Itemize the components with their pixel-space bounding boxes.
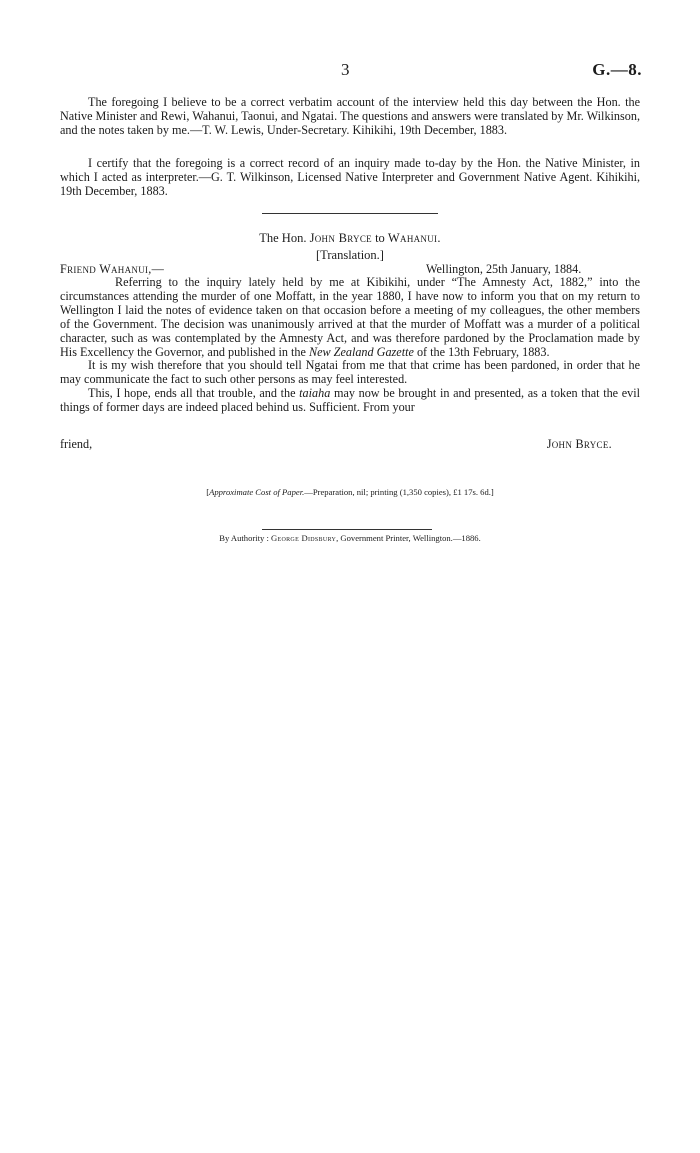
cost-note-label: Approximate Cost of Paper. [209,487,305,497]
paragraph-wilkinson: I certify that the foregoing is a correct record of an inquiry made to-day by the Hon. the Native Minister, in which I acted as interpreter.—G. T. Wilkinson, Licensed Native Interpreter and Government Native Agent. Kihikihi, 19th December, 1883. [60,156,640,198]
closing: friend, [60,437,93,451]
cost-note-text: —Preparation, nil; printing (1,350 copies), £1 17s. 6d. [304,487,491,497]
letter-paragraph-1 [60,276,640,359]
imprint-divider [262,529,432,530]
letter-body [60,276,640,415]
letter-heading [0,231,700,246]
letter-paragraph-3 [60,387,640,415]
letter-paragraph-3-end: may now be brought in and presented, as a token that the evil things of former days are indeed placed behind us. Sufficient. From your [60,386,641,415]
letter-paragraph-1-text: Referring to the inquiry lately held by me at Kibikihi, under “The Amnesty Act, 1882,” into the circumstances attending the murder of one Moffatt, in the year 1880, I have now to inform you that on my return to Wellington I laid the notes of evidence taken on that occasion before a meeting of my colleagues, the other members of the Government. The decision was unanimously arrived at that the murder of Moffatt was a murder of a political character, such as was contemplated by the Amnesty Act, and was therefore pardoned by the Proclamation made by His Excellency the Governor, and published in the [60,275,640,359]
translation-note: [Translation.] [316,248,384,262]
document-reference: G.—8. [592,60,642,79]
letter-paragraph-2: It is my wish therefore that you should tell Ngatai from me that that crime has been pardoned, in order that he may communicate the fact to such other persons as may feel interested. [60,358,640,387]
letter-heading-to: to [371,231,388,245]
letter-paragraph-1-end: of the 13th February, 1883. [416,344,550,359]
cost-note: [Approximate Cost of Paper.—Preparation, nil; printing (1,350 copies), £1 17s. 6d.] [206,487,494,497]
imprint-prefix: By Authority : [219,533,272,543]
signature: John Bryce. [546,437,612,451]
taiaha-word: taiaha [299,386,331,401]
paragraph-lewis: The foregoing I believe to be a correct verbatim account of the interview held this day between the Hon. the Native Minister and Rewi, Wahanui, Taonui, and Ngatai. The questions and answers were translated by Mr. Wilkinson, and the notes taken by me.—T. W. Lewis, Under-Secretary. Kihikihi, 19th December, 1883. [60,95,640,137]
letter-author: John Bryce [309,231,372,245]
printer-imprint [0,533,700,543]
place-date: Wellington, 25th January, 1884. [426,262,582,276]
letter-recipient: Wahanui. [387,231,441,245]
page-number: 3 [341,60,350,79]
section-divider [262,213,438,214]
certification-paragraph-1 [60,96,640,138]
salutation: Friend Wahanui,— [60,262,165,276]
letter-heading-prefix: The Hon. [259,231,310,245]
printer-name: George Didsbury [271,533,337,543]
certification-paragraph-2 [60,157,640,199]
letter-paragraph-3-text: This, I hope, ends all that trouble, and the [88,386,296,401]
imprint-suffix: , Government Printer, Wellington.—1886. [336,533,481,543]
gazette-title: New Zealand Gazette [308,344,414,359]
